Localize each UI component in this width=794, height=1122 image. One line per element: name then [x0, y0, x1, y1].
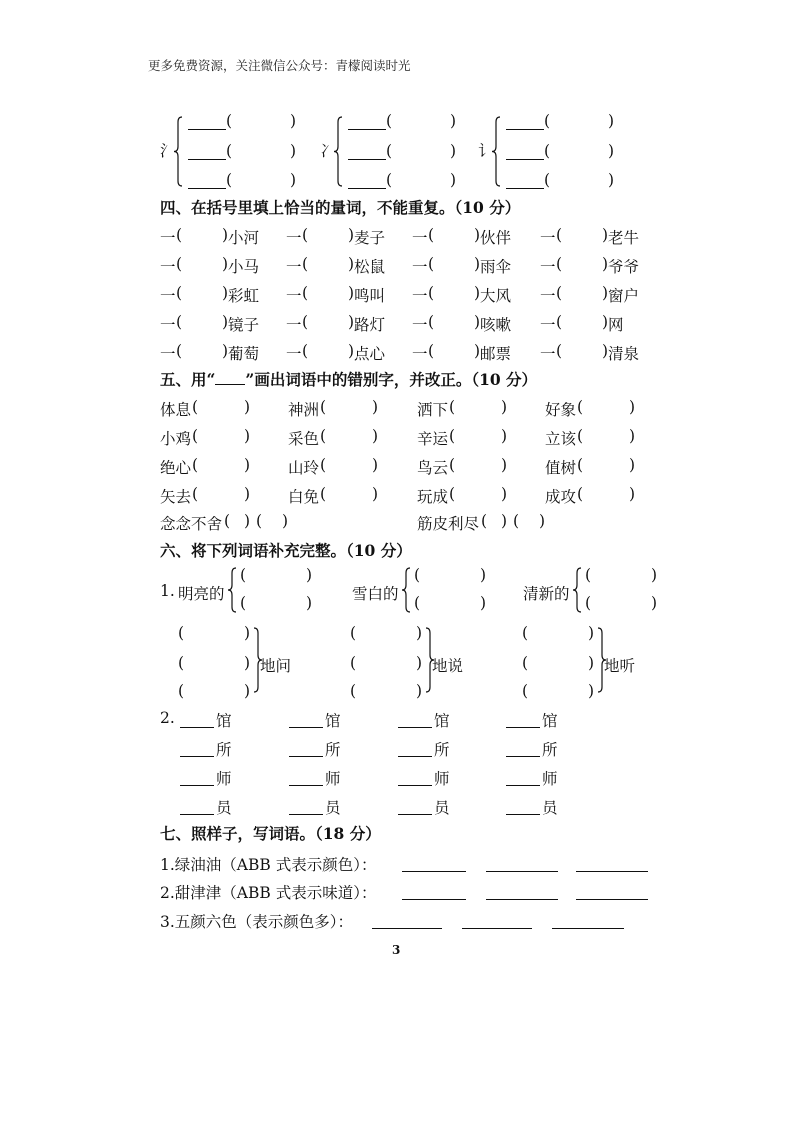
answer-blank — [576, 899, 648, 900]
prefix-yi: 一 — [160, 345, 176, 363]
noun-label: 葡萄 — [228, 345, 260, 363]
correction-paren: ( — [449, 485, 456, 503]
noun-label: 清泉 — [608, 345, 640, 363]
answer-paren: ( — [522, 654, 529, 672]
noun-label: 雨伞 — [480, 258, 512, 276]
correction-paren: ( — [256, 512, 263, 530]
suffix-label: 员 — [325, 799, 341, 817]
answer-blank — [576, 871, 648, 872]
measure-word-paren-close: ) — [348, 313, 355, 331]
prefix-yi: 一 — [540, 229, 556, 247]
measure-word-paren: ( — [176, 284, 183, 302]
suffix-label: 员 — [542, 799, 558, 817]
answer-blank — [402, 899, 466, 900]
measure-word-paren-close: ) — [602, 255, 609, 273]
suffix-label: 师 — [434, 770, 450, 788]
answer-blank — [552, 928, 624, 929]
answer-paren-close: ) — [450, 142, 457, 160]
correction-paren: ( — [320, 427, 327, 445]
answer-blank — [398, 785, 432, 786]
measure-word-paren: ( — [302, 255, 309, 273]
measure-word-paren-close: ) — [602, 313, 609, 331]
answer-paren: ( — [544, 171, 551, 189]
correction-paren-close: ) — [539, 512, 546, 530]
answer-paren-close: ) — [290, 112, 297, 130]
answer-blank — [372, 928, 442, 929]
answer-blank — [188, 188, 226, 189]
correction-paren-close: ) — [629, 427, 636, 445]
measure-word-paren: ( — [428, 313, 435, 331]
wrong-idiom: 念念不舍 — [160, 515, 223, 533]
suffix-label: 馆 — [542, 712, 558, 730]
verb-stem: 地问 — [260, 657, 292, 675]
prefix-yi: 一 — [540, 258, 556, 276]
correction-paren-close: ) — [501, 427, 508, 445]
answer-paren: ( — [544, 112, 551, 130]
correction-paren: ( — [577, 456, 584, 474]
radical: 讠 — [478, 142, 494, 160]
adjective-stem: 清新的 — [523, 585, 570, 603]
answer-paren: ( — [240, 594, 247, 612]
left-brace — [492, 117, 502, 186]
answer-paren-close: ) — [416, 682, 423, 700]
measure-word-paren-close: ) — [602, 226, 609, 244]
page-number: 3 — [392, 943, 401, 957]
measure-word-paren: ( — [176, 342, 183, 360]
correction-paren-close: ) — [244, 427, 251, 445]
noun-label: 麦子 — [354, 229, 386, 247]
suffix-label: 所 — [542, 741, 558, 759]
wrong-word: 辛运 — [417, 430, 449, 448]
prefix-yi: 一 — [286, 316, 302, 334]
suffix-label: 师 — [542, 770, 558, 788]
answer-blank — [398, 814, 432, 815]
answer-paren: ( — [414, 594, 421, 612]
answer-paren: ( — [240, 566, 247, 584]
correction-paren: ( — [449, 456, 456, 474]
suffix-label: 师 — [325, 770, 341, 788]
prefix-yi: 一 — [160, 287, 176, 305]
noun-label: 彩虹 — [228, 287, 260, 305]
prefix-yi: 一 — [540, 287, 556, 305]
measure-word-paren-close: ) — [474, 342, 481, 360]
answer-paren: ( — [178, 682, 185, 700]
correction-paren: ( — [481, 512, 488, 530]
correction-paren: ( — [577, 398, 584, 416]
answer-blank — [398, 727, 432, 728]
answer-paren-close: ) — [306, 594, 313, 612]
adjective-stem: 明亮的 — [178, 585, 225, 603]
answer-blank — [462, 928, 532, 929]
answer-blank — [188, 129, 226, 130]
measure-word-paren: ( — [176, 313, 183, 331]
measure-word-paren-close: ) — [222, 226, 229, 244]
noun-label: 大风 — [480, 287, 512, 305]
measure-word-paren-close: ) — [602, 284, 609, 302]
answer-blank — [289, 727, 323, 728]
suffix-label: 员 — [216, 799, 232, 817]
answer-paren: ( — [226, 112, 233, 130]
noun-label: 鸣叫 — [354, 287, 386, 305]
prefix-yi: 一 — [286, 345, 302, 363]
answer-blank — [180, 814, 214, 815]
noun-label: 点心 — [354, 345, 386, 363]
noun-label: 小河 — [228, 229, 260, 247]
answer-paren-close: ) — [416, 624, 423, 642]
prefix-yi: 一 — [286, 287, 302, 305]
question-1-number: 1. — [160, 582, 175, 600]
radical: 冫 — [320, 142, 336, 160]
correction-paren: ( — [224, 512, 231, 530]
measure-word-paren-close: ) — [474, 284, 481, 302]
answer-paren-close: ) — [608, 112, 615, 130]
measure-word-paren-close: ) — [222, 342, 229, 360]
prefix-yi: 一 — [540, 316, 556, 334]
answer-paren: ( — [544, 142, 551, 160]
answer-paren: ( — [178, 624, 185, 642]
noun-label: 路灯 — [354, 316, 386, 334]
answer-paren-close: ) — [588, 654, 595, 672]
noun-label: 咳嗽 — [480, 316, 512, 334]
suffix-label: 馆 — [325, 712, 341, 730]
answer-paren: ( — [585, 566, 592, 584]
answer-blank — [348, 159, 386, 160]
wrong-word: 成攻 — [545, 488, 577, 506]
correction-paren-close: ) — [372, 427, 379, 445]
answer-blank — [506, 785, 540, 786]
correction-paren-close: ) — [629, 398, 636, 416]
answer-paren-close: ) — [244, 654, 251, 672]
wrong-word: 洒下 — [417, 401, 449, 419]
answer-paren: ( — [522, 624, 529, 642]
correction-paren: ( — [320, 485, 327, 503]
measure-word-paren: ( — [428, 226, 435, 244]
noun-label: 邮票 — [480, 345, 512, 363]
radical: 氵 — [160, 142, 176, 160]
measure-word-paren: ( — [302, 226, 309, 244]
left-brace — [228, 568, 238, 612]
measure-word-paren-close: ) — [348, 284, 355, 302]
left-brace — [573, 568, 583, 612]
prefix-yi: 一 — [412, 229, 428, 247]
suffix-label: 馆 — [216, 712, 232, 730]
adjective-stem: 雪白的 — [352, 585, 399, 603]
wrong-word: 白免 — [288, 488, 320, 506]
answer-paren-close: ) — [608, 171, 615, 189]
correction-paren-close: ) — [629, 456, 636, 474]
answer-paren: ( — [386, 171, 393, 189]
question-item: 2.甜津津（ABB 式表示味道）： — [160, 884, 377, 902]
measure-word-paren-close: ) — [348, 255, 355, 273]
measure-word-paren-close: ) — [474, 255, 481, 273]
measure-word-paren: ( — [302, 342, 309, 360]
answer-paren: ( — [226, 171, 233, 189]
answer-blank — [348, 129, 386, 130]
wrong-word: 绝心 — [160, 459, 192, 477]
measure-word-paren: ( — [302, 313, 309, 331]
noun-label: 网 — [608, 316, 624, 334]
answer-paren-close: ) — [244, 682, 251, 700]
answer-paren: ( — [386, 112, 393, 130]
suffix-label: 所 — [216, 741, 232, 759]
prefix-yi: 一 — [286, 258, 302, 276]
noun-label: 爷爷 — [608, 258, 640, 276]
measure-word-paren-close: ) — [348, 226, 355, 244]
measure-word-paren: ( — [556, 342, 563, 360]
measure-word-paren: ( — [556, 313, 563, 331]
wrong-word: 矢去 — [160, 488, 192, 506]
wrong-word: 神洲 — [288, 401, 320, 419]
correction-paren: ( — [320, 456, 327, 474]
suffix-label: 馆 — [434, 712, 450, 730]
answer-paren-close: ) — [588, 624, 595, 642]
wrong-word: 玩成 — [417, 488, 449, 506]
noun-label: 窗户 — [608, 287, 640, 305]
noun-label: 伙伴 — [480, 229, 512, 247]
measure-word-paren-close: ) — [222, 255, 229, 273]
wrong-word: 鸟云 — [417, 459, 449, 477]
answer-paren: ( — [178, 654, 185, 672]
answer-paren: ( — [350, 624, 357, 642]
measure-word-paren-close: ) — [348, 342, 355, 360]
answer-paren-close: ) — [450, 171, 457, 189]
correction-paren: ( — [192, 485, 199, 503]
answer-blank — [506, 129, 544, 130]
section-7-title: 七、照样子，写词语。（18 分） — [160, 824, 381, 843]
answer-paren-close: ) — [480, 594, 487, 612]
answer-blank — [180, 785, 214, 786]
prefix-yi: 一 — [412, 345, 428, 363]
prefix-yi: 一 — [286, 229, 302, 247]
answer-paren-close: ) — [306, 566, 313, 584]
section-5-title: 五、用“ ”画出词语中的错别字，并改正。（10 分） — [160, 370, 538, 389]
correction-paren: ( — [577, 427, 584, 445]
correction-paren: ( — [577, 485, 584, 503]
correction-paren-close: ) — [244, 485, 251, 503]
wrong-word: 小鸡 — [160, 430, 192, 448]
left-brace — [334, 117, 344, 186]
correction-paren-close: ) — [501, 485, 508, 503]
correction-paren-close: ) — [372, 456, 379, 474]
correction-paren: ( — [513, 512, 520, 530]
suffix-label: 员 — [434, 799, 450, 817]
answer-paren: ( — [414, 566, 421, 584]
answer-paren: ( — [522, 682, 529, 700]
measure-word-paren: ( — [302, 284, 309, 302]
correction-paren-close: ) — [282, 512, 289, 530]
answer-blank — [398, 756, 432, 757]
measure-word-paren-close: ) — [222, 313, 229, 331]
correction-paren-close: ) — [501, 398, 508, 416]
answer-paren: ( — [585, 594, 592, 612]
correction-paren-close: ) — [372, 398, 379, 416]
noun-label: 老牛 — [608, 229, 640, 247]
section-4-title: 四、在括号里填上恰当的量词，不能重复。（10 分） — [160, 198, 521, 217]
measure-word-paren: ( — [428, 284, 435, 302]
answer-blank — [506, 188, 544, 189]
measure-word-paren: ( — [556, 226, 563, 244]
answer-paren-close: ) — [651, 566, 658, 584]
answer-blank — [289, 785, 323, 786]
wrong-word: 体息 — [160, 401, 192, 419]
correction-paren: ( — [320, 398, 327, 416]
measure-word-paren: ( — [428, 255, 435, 273]
answer-paren-close: ) — [290, 142, 297, 160]
answer-paren-close: ) — [244, 624, 251, 642]
prefix-yi: 一 — [160, 316, 176, 334]
answer-paren: ( — [386, 142, 393, 160]
correction-paren: ( — [192, 398, 199, 416]
prefix-yi: 一 — [160, 229, 176, 247]
answer-paren: ( — [350, 682, 357, 700]
measure-word-paren: ( — [556, 255, 563, 273]
answer-blank — [486, 871, 558, 872]
correction-paren-close: ) — [244, 456, 251, 474]
noun-label: 松鼠 — [354, 258, 386, 276]
measure-word-paren: ( — [556, 284, 563, 302]
prefix-yi: 一 — [160, 258, 176, 276]
wrong-word: 好象 — [545, 401, 577, 419]
question-item: 3.五颜六色（表示颜色多）： — [160, 913, 354, 931]
answer-blank — [180, 727, 214, 728]
question-item: 1.绿油油（ABB 式表示颜色）： — [160, 856, 377, 874]
answer-blank — [486, 899, 558, 900]
prefix-yi: 一 — [540, 345, 556, 363]
answer-blank — [289, 814, 323, 815]
wrong-word: 山玲 — [288, 459, 320, 477]
correction-paren: ( — [449, 398, 456, 416]
suffix-label: 师 — [216, 770, 232, 788]
correction-paren: ( — [192, 456, 199, 474]
answer-blank — [289, 756, 323, 757]
answer-paren-close: ) — [588, 682, 595, 700]
correction-paren: ( — [192, 427, 199, 445]
wrong-word: 采色 — [288, 430, 320, 448]
answer-blank — [506, 159, 544, 160]
correction-paren-close: ) — [244, 512, 251, 530]
measure-word-paren-close: ) — [474, 313, 481, 331]
suffix-label: 所 — [434, 741, 450, 759]
measure-word-paren: ( — [176, 255, 183, 273]
measure-word-paren-close: ) — [474, 226, 481, 244]
correction-paren-close: ) — [629, 485, 636, 503]
correction-paren-close: ) — [501, 456, 508, 474]
answer-blank — [402, 871, 466, 872]
measure-word-paren-close: ) — [602, 342, 609, 360]
answer-paren-close: ) — [480, 566, 487, 584]
answer-blank — [188, 159, 226, 160]
wrong-idiom: 筋皮利尽 — [417, 515, 480, 533]
answer-blank — [348, 188, 386, 189]
measure-word-paren: ( — [176, 226, 183, 244]
answer-blank — [506, 756, 540, 757]
verb-stem: 地说 — [432, 657, 464, 675]
answer-blank — [506, 727, 540, 728]
left-brace — [402, 568, 412, 612]
answer-paren: ( — [350, 654, 357, 672]
answer-paren-close: ) — [608, 142, 615, 160]
answer-blank — [180, 756, 214, 757]
prefix-yi: 一 — [412, 316, 428, 334]
noun-label: 小马 — [228, 258, 260, 276]
measure-word-paren: ( — [428, 342, 435, 360]
answer-paren: ( — [226, 142, 233, 160]
left-brace — [174, 117, 184, 186]
prefix-yi: 一 — [412, 258, 428, 276]
prefix-yi: 一 — [412, 287, 428, 305]
answer-paren-close: ) — [290, 171, 297, 189]
answer-paren-close: ) — [416, 654, 423, 672]
page-header: 更多免费资源，关注微信公众号：青檬阅读时光 — [148, 58, 411, 73]
wrong-word: 值树 — [545, 459, 577, 477]
verb-stem: 地听 — [604, 657, 636, 675]
suffix-label: 所 — [325, 741, 341, 759]
question-2-number: 2. — [160, 709, 175, 727]
section-6-title: 六、将下列词语补充完整。（10 分） — [160, 541, 412, 560]
noun-label: 镜子 — [228, 316, 260, 334]
correction-paren-close: ) — [244, 398, 251, 416]
correction-paren-close: ) — [501, 512, 508, 530]
correction-paren-close: ) — [372, 485, 379, 503]
measure-word-paren-close: ) — [222, 284, 229, 302]
correction-paren: ( — [449, 427, 456, 445]
answer-blank — [506, 814, 540, 815]
answer-paren-close: ) — [651, 594, 658, 612]
wrong-word: 立该 — [545, 430, 577, 448]
answer-paren-close: ) — [450, 112, 457, 130]
